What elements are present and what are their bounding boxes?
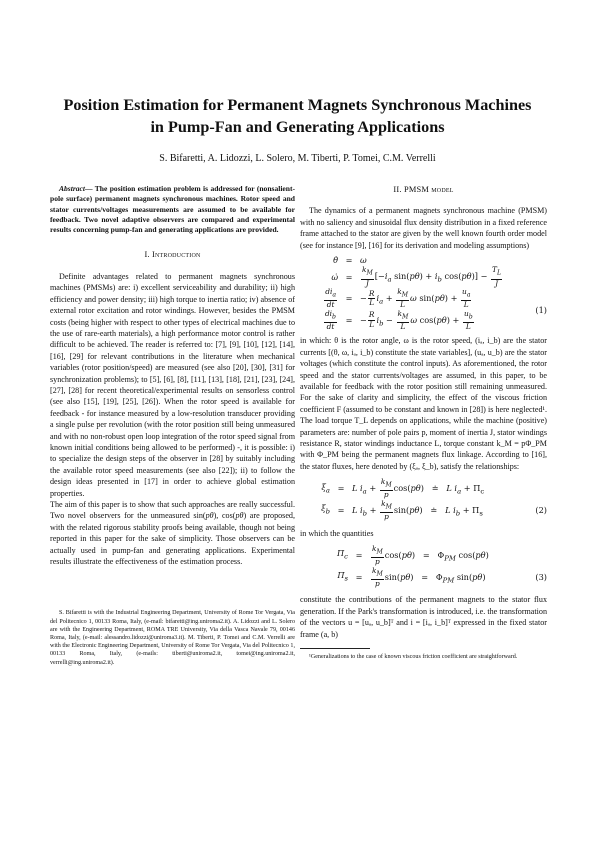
footnote-rule [300, 648, 370, 649]
intro-p2-part-a: The aim of this paper is to show that such approaches are really successful. Two novel observers for the unmeasured sin( [50, 500, 295, 521]
affiliation-footnote: S. Bifaretti is with the Industrial Engineering Department, University of Rome Tor Vergata, Via del Politecnico 1, 00133 Roma, Italy, (e-mail: bifaretti@ing.uniroma2.it). A. Lidozzi and L. Solero are with the Engineering Department, ROMA TRE University, Via della Vasca Navale 79, 00146 Roma, Italy, (e-mail: alessandro.lidozzi@uniroma3.it). M. Tiberti, P. Tomei and C.M. Verrelli are with the Electronic Engineering Department, University of Rome Tor Vergata, Via del Politecnico 1, 00133 Roma, Italy, (e-mails: tiberti@uniroma2.it, tomei@ing.uniroma2.it, verrelli@ing.uniroma2.it). [50, 610, 295, 666]
model-paragraph-3: in which the quantities [300, 528, 374, 538]
section-title: PMSM model [403, 185, 454, 194]
equation-2: $\xi_a$ = L $i_a$ + $\frac{k_M}{p}$ cos(pθ) ≐ L $i_a + \Pi_c$ $\xi_b$ = L $i_b$ + $\frac{k_M}{p}$ sin(pθ) ≐ L $i_b + \Pi_s$ (2) [321, 477, 547, 521]
abstract [50, 184, 295, 235]
intro-p2-part-c: ) are proposed, with the related rigorous stability proofs being available, though not being reported in this paper for the sake of simplicity. Those observers can be actually used in pump-fan and generating applications. Experimental results illustrate the effectiveness of the estimation process. [50, 511, 295, 567]
model-paragraph-2: in which: θ is the rotor angle, ω is the rotor speed, (iₐ, i_b) are the stator currents [(θ, ω, iₐ, i_b) constitute the state variables], (uₐ, u_b) are the stator voltages (which constitute the control inputs). As aforementioned, the rotor speed and the stator currents/voltages are assumed, in this paper, to be available for feedback with the rotor position still remaining unmeasured. For the sake of clarity and simplicity, the effect of the viscous friction coefficient F (assumed to be constant and known in [28]) is here neglected¹. The load torque T_L depends on applications, while the machine (positive) parameters are: number of pole pairs p, moment of inertia J, stator windings resistance R, stator windings inductance L, torque constant k_M = pΦ_PM with Φ_PM being the permanent magnets flux linkage. According to [16], the stator fluxes, here denoted by (ξₐ, ξ_b), satisfy the relationships: [300, 336, 547, 471]
section-number: I. [144, 250, 150, 260]
section-heading-pmsm-model [300, 184, 547, 195]
friction-footnote: ¹Generalizations to the case of known viscous friction coefficient are straightforward. [309, 653, 518, 660]
equation-3: $\Pi_c$ = $\frac{k_M}{p}$ $\cos(p\theta) = \Phi_{PM}$ cos(pθ) $\Pi_s$ = $\frac{k_M}{p}$ $\sin(p\theta) = \Phi_{PM}$ sin(pθ) (3) [337, 544, 547, 588]
title-line-2: in Pump-Fan and Generating Applications [150, 118, 445, 136]
section-heading-introduction [50, 249, 295, 260]
abstract-text: — The position estimation problem is addressed for (nonsalient-pole surface) permanent magnets synchronous machines. Rotor speed and stator currents/voltages measurements are assumed to be available for feedback. Two novel adaptive observers are compared and experimental results concerning pump-fan and generating applications are provided. [50, 184, 295, 235]
intro-paragraph-2: The aim of this paper is to show that such approaches are really successful. Two novel observers for the unmeasured sin(pθ), cos(pθ) are proposed, with the related rigorous stability proofs being available, though not being reported in this paper for the sake of simplicity. Those observers can be actually used in pump-fan and generating applications. Experimental results illustrate the effectiveness of the estimation process. [50, 500, 295, 567]
paper-title [40, 94, 555, 138]
equation-number: (2) [535, 505, 547, 516]
title-line-1: Position Estimation for Permanent Magnets Synchronous Machines [63, 96, 532, 114]
equation-number: (1) [535, 305, 547, 316]
model-paragraph-4: constitute the contributions of the permanent magnets to the stator flux generation. If the Park's transformation is introduced, i.e. the transformation of the vectors u = [uₐ, u_b]ᵀ and i = [iₐ, i_b]ᵀ expressed in the fixed stator frame (a, b) [300, 595, 547, 639]
section-number: II. [393, 185, 402, 194]
left-column [50, 184, 295, 667]
abstract-label: Abstract [59, 184, 85, 193]
equation-1: θ̇ = ω ω̇ = $\frac{k_M}{J}$ [$-i_a$ $\sin(p\theta) + i_b$ cos(pθ)] − $\frac{T_L}{J}$ $\frac{di_a}{dt}$ = − $\frac{R}{L}$ $i_a$ + $\frac{k_M}{L}$ ω sin(pθ) + $\frac{u_a}{L}$ (1) $\frac{di_b}{dt}$ = − $\frac{R}{L}$ $i_b$ − $\frac{k_M}{L}$ ω cos(pθ) + $\frac{u_b}{L}$ [324, 255, 547, 331]
author-list: S. Bifaretti, A. Lidozzi, L. Solero, M. Tiberti, P. Tomei, C.M. Verrelli [159, 153, 436, 164]
intro-paragraph-1: Definite advantages related to permanent magnets synchronous machines (PMSMs) are: i) excellent serviceability and durability; ii) high efficiency and power density; iii) high torque to inertia ratio; iv) absence of external rotor excitation and rotor windings. However, besides the PMSM costs (being higher with respect to other types of electrical machines due to the use of rare-earth materials), a high performance motor control is rather difficult to be achieved. The reader is referred to: [7], [9], [10], [12], [14], [16], [29] for relevant contributions in the literature when mechanical variables (rotor position/speed) are measured (see also [20], [30], [31] for synchronization problems); to [5], [6], [8], [11], [13], [18], [21], [23], [24], [27], [28] for recent theoretical/experimental results on sensorless control (see also [15], [19], [25], [26]). When the rotor speed is available for feedback - for instance measured by a low-resolution transducer providing a single pulse per revolution (with the rotor position still being unmeasured and with no non-robust open loop integration of the rotor speed signal from known initial conditions being allowed to be performed) -, it is possible: i) to specialize the design steps of the observer in [28] by suitably including the available rotor speed measurements (see also [22]); ii) to follow the design ideas presented in [17] in order to achieve global estimation properties. [50, 271, 295, 498]
section-title: Introduction [152, 250, 201, 260]
intro-p2-part-b: ), cos( [213, 511, 236, 521]
equation-number: (3) [535, 571, 547, 582]
model-paragraph-1: The dynamics of a permanent magnets synchronous machine (PMSM) with no saliency and sinusoidal flux density distribution in a fixed reference frame attached to the stator are given by the well known fourth order model (see for instance [9], [16] for its derivation and modeling assumptions) [300, 206, 547, 250]
right-column [300, 184, 547, 661]
